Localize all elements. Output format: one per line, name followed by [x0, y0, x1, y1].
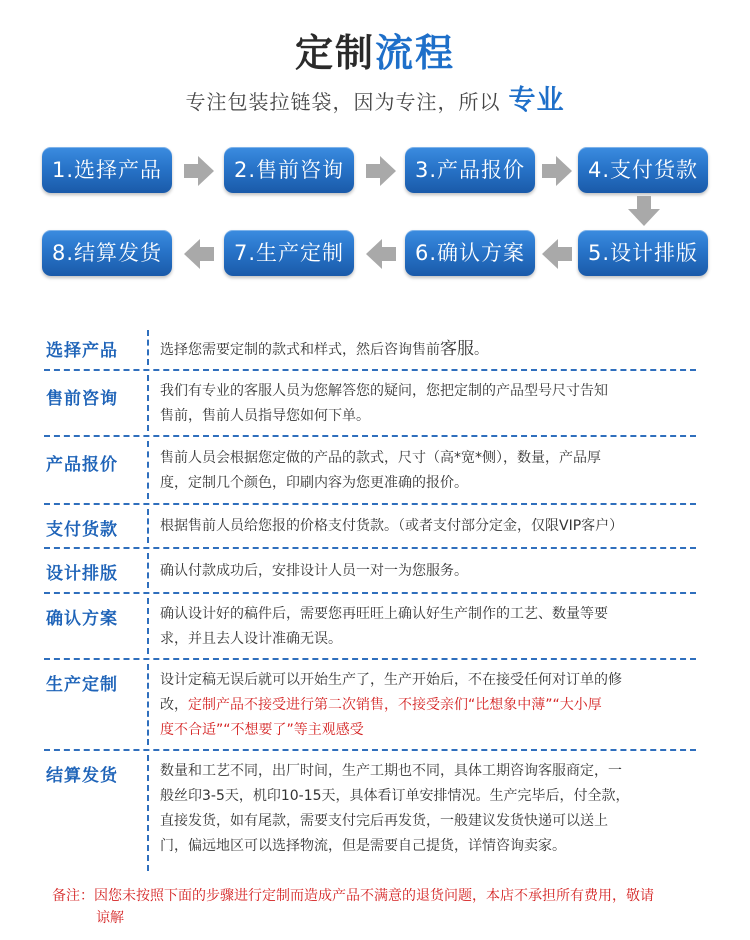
detail-text-line: 售前，售前人员指导您如何下单。 [160, 408, 370, 424]
detail-row-title: 设计排版 [46, 564, 118, 584]
detail-row-title: 售前咨询 [46, 389, 118, 409]
arrow-right-icon [182, 154, 216, 188]
row-divider [147, 375, 149, 431]
arrow-down-icon [626, 195, 662, 227]
detail-row-title: 产品报价 [46, 455, 118, 475]
detail-warning-text: 定制产品不接受进行第二次销售，不接受亲们“比想象中薄”“大小厚 [188, 697, 602, 713]
row-divider [147, 755, 149, 871]
detail-row-text [160, 379, 696, 429]
detail-row-text [160, 337, 696, 363]
detail-row-production [44, 660, 696, 751]
detail-row-presale-consult [44, 371, 696, 437]
row-divider [147, 509, 149, 543]
detail-text-line: 度，定制几个颜色，印刷内容为您更准确的报价。 [160, 475, 468, 491]
detail-row-text: 根据售前人员给您报的价格支付货款。（或者支付部分定金，仅限VIP客户） [160, 518, 624, 534]
detail-text-end: 。 [474, 342, 488, 358]
row-divider [147, 553, 149, 588]
page-title-part2: 流程 [375, 31, 456, 75]
detail-row-payment [44, 505, 696, 549]
row-divider [147, 664, 149, 745]
step-6-button[interactable]: 6.确认方案 [405, 230, 535, 276]
detail-row-design-layout [44, 549, 696, 594]
step-4-button[interactable]: 4.支付货款 [578, 147, 708, 193]
detail-row-settlement-shipping [44, 751, 696, 875]
arrow-right-icon [364, 154, 398, 188]
subtitle-highlight: 专业 [508, 85, 565, 116]
page-title [0, 22, 750, 77]
detail-text-emphasis: 客服 [440, 339, 474, 359]
detail-text: 改， [160, 697, 188, 713]
detail-row-title: 支付货款 [46, 520, 118, 540]
detail-text-line: 般丝印3-5天，机印10-15天，具体看订单安排情况。生产完毕后，付全款， [160, 788, 630, 804]
row-divider [147, 441, 149, 499]
detail-text: 选择您需要定制的款式和样式，然后咨询售前 [160, 342, 440, 358]
arrow-right-icon [540, 154, 574, 188]
detail-text-line: 确认设计好的稿件后，需要您再旺旺上确认好生产制作的工艺、数量等要 [160, 606, 608, 622]
detail-text-line: 求，并且去人设计准确无误。 [160, 631, 342, 647]
detail-row-text [160, 446, 696, 496]
detail-warning-text: 度不合适”“不想要了”等主观感受 [160, 722, 364, 738]
detail-row-title: 选择产品 [46, 341, 118, 361]
page-title-part1: 定制 [294, 31, 375, 75]
detail-row-text [160, 759, 696, 859]
arrow-left-icon [182, 237, 216, 271]
process-detail-table [44, 326, 696, 875]
detail-text-line [160, 693, 696, 718]
detail-row-title: 生产定制 [46, 675, 118, 695]
page-subtitle [0, 78, 750, 117]
footer-note-line: 谅解 [96, 910, 124, 926]
detail-row-text [160, 602, 696, 652]
detail-row-title: 结算发货 [46, 766, 118, 786]
detail-text-line: 直接发货，如有尾款，需要支付完后再发货，一般建议发货快递可以送上 [160, 813, 608, 829]
step-2-button[interactable]: 2.售前咨询 [224, 147, 354, 193]
step-5-button[interactable]: 5.设计排版 [578, 230, 708, 276]
detail-row-quote [44, 437, 696, 505]
footer-note [52, 885, 712, 929]
subtitle-text: 专注包装拉链袋，因为专注，所以 [185, 90, 501, 114]
detail-text-line: 售前人员会根据您定做的产品的款式，尺寸（高*宽*侧），数量，产品厚 [160, 450, 601, 466]
step-8-button[interactable]: 8.结算发货 [42, 230, 172, 276]
step-1-button[interactable]: 1.选择产品 [42, 147, 172, 193]
detail-text-line: 设计定稿无误后就可以开始生产了，生产开始后，不在接受任何对订单的修 [160, 672, 622, 688]
step-7-button[interactable]: 7.生产定制 [224, 230, 354, 276]
footer-note-line: 备注：因您未按照下面的步骤进行定制而造成产品不满意的退货问题，本店不承担所有费用，敬请 [52, 888, 654, 904]
detail-text-line: 数量和工艺不同，出厂时间，生产工期也不同，具体工期咨询客服商定，一 [160, 763, 622, 779]
arrow-left-icon [540, 237, 574, 271]
detail-row-text: 确认付款成功后，安排设计人员一对一为您服务。 [160, 563, 468, 579]
detail-text-line: 我们有专业的客服人员为您解答您的疑问，您把定制的产品型号尺寸告知 [160, 383, 608, 399]
detail-row-text [160, 668, 696, 743]
detail-row-select-product [44, 326, 696, 371]
detail-row-confirm-plan [44, 594, 696, 660]
arrow-left-icon [364, 237, 398, 271]
row-divider [147, 330, 149, 365]
detail-text-line: 门，偏远地区可以选择物流，但是需要自己提货，详情咨询卖家。 [160, 838, 566, 854]
row-divider [147, 598, 149, 654]
detail-row-title: 确认方案 [46, 609, 118, 629]
step-3-button[interactable]: 3.产品报价 [405, 147, 535, 193]
